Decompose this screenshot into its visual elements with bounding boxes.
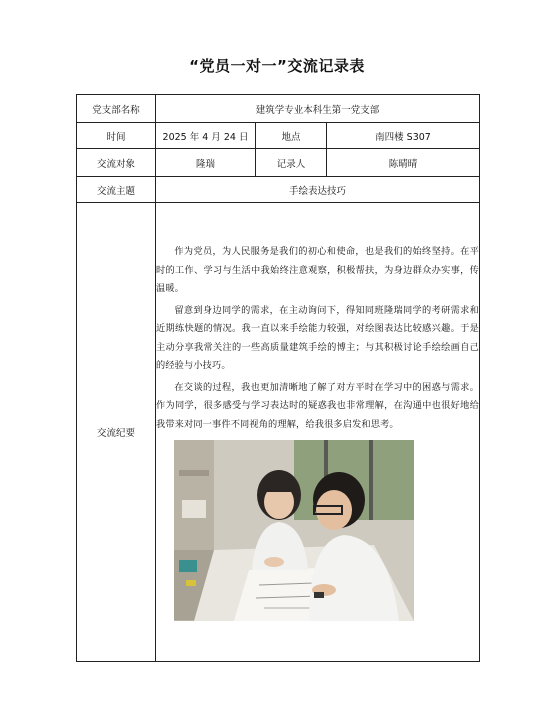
place-label: 地点 xyxy=(256,123,327,149)
summary-content xyxy=(156,203,480,662)
time-value: 2025 年 4 月 24 日 xyxy=(156,123,256,149)
summary-label: 交流纪要 xyxy=(77,203,156,662)
recorder-label: 记录人 xyxy=(256,149,327,177)
summary-paragraph-2: 留意到身边同学的需求，在主动询问下，得知同班隆瑞同学的考研需求和近期练快题的情况。我一直以来手绘能力较强，对绘图表达比较感兴趣。于是主动分享我常关注的一些高质量建筑手绘的博主；与其积极讨论手绘绘画自己的经验与小技巧。 xyxy=(156,304,480,371)
time-label: 时间 xyxy=(77,123,156,149)
record-table xyxy=(76,94,480,662)
recorder-value: 陈晴晴 xyxy=(327,149,480,177)
place-value: 南四楼 S307 xyxy=(327,123,480,149)
topic-label: 交流主题 xyxy=(77,177,156,203)
summary-paragraph-3: 在交谈的过程，我也更加清晰地了解了对方平时在学习中的困惑与需求。作为同学，很多感受与学习表达时的疑惑我也非常理解，在沟通中也很好地给我带来对同一事件不同视角的理解，给我很多启发和思考。 xyxy=(156,381,480,430)
branch-label: 党支部名称 xyxy=(77,95,156,123)
target-label: 交流对象 xyxy=(77,149,156,177)
summary-paragraph-1: 作为党员，为人民服务是我们的初心和使命，也是我们的始终坚持。在平时的工作、学习与生活中我始终注意观察，积极帮扶，为身边群众办实事，传温暖。 xyxy=(156,246,480,294)
topic-value: 手绘表达技巧 xyxy=(156,177,480,203)
branch-value: 建筑学专业本科生第一党支部 xyxy=(156,95,480,123)
document-title: “党员一对一”交流记录表 xyxy=(189,57,365,75)
target-value: 隆瑞 xyxy=(156,149,256,177)
meeting-photo xyxy=(174,440,414,621)
